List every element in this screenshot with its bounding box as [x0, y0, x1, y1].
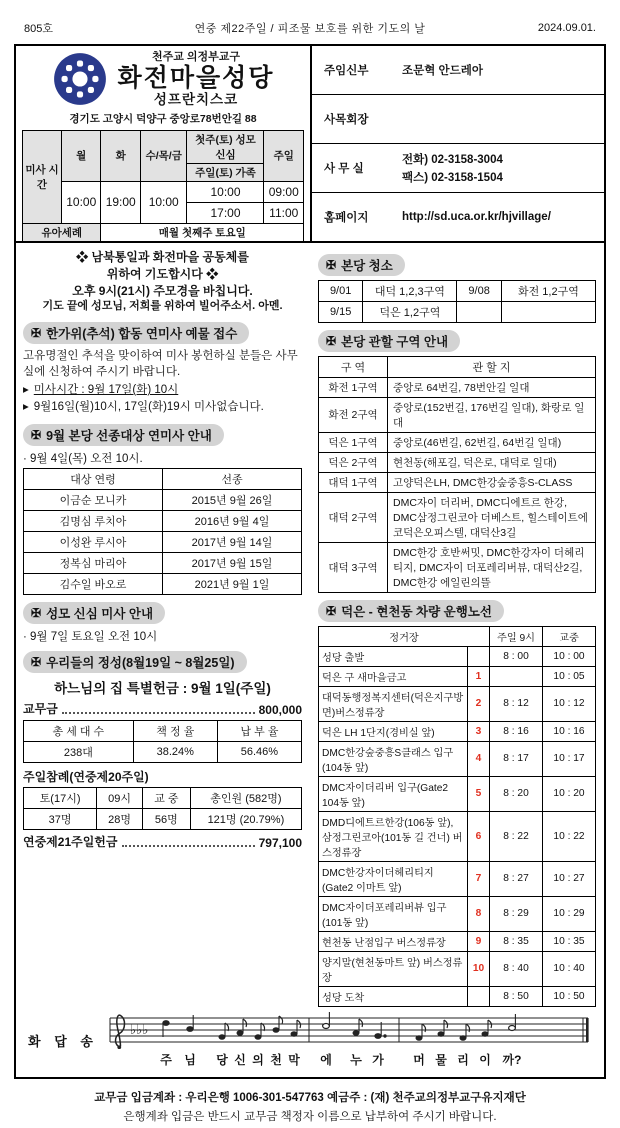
table-row: 9/01 대덕 1,2,3구역 9/08 화전 1,2구역: [319, 280, 596, 301]
table-row: 이성완 루시아 2017년 9월 14일: [24, 531, 302, 552]
mass-col-sat-family: 주일(토) 가족: [187, 163, 264, 181]
table-row: 화전 2구역 중앙로(152번길, 176번길 일대), 화랑로 일대: [319, 397, 596, 432]
office-fax: 팩스) 02-3158-1504: [402, 171, 503, 184]
bus-route-table: [318, 626, 596, 1007]
mass-time-table: [22, 130, 304, 242]
table-row: 덕은 2구역 현천동(해포길, 덕은로, 대덕로 일대): [319, 452, 596, 472]
svg-text:님: 님: [184, 1052, 196, 1067]
info-row-pastor: [312, 46, 604, 95]
homepage-label: 홈페이지: [324, 211, 369, 224]
section-districts-title: [318, 330, 460, 352]
mass-time-sat2: 17:00: [187, 202, 264, 223]
table-row: 김명심 루치아 2016년 9월 4일: [24, 510, 302, 531]
cleaning-table: [318, 280, 596, 323]
svg-text:의: 의: [252, 1052, 264, 1067]
table-header-row: 구 역 관 할 지: [319, 356, 596, 377]
special-offering-line: 하느님의 집 특별헌금 : 9월 1일(주일): [54, 680, 271, 696]
section-title-text: 본당 청소: [341, 258, 393, 273]
lastweek-label: 연중제21주일헌금: [23, 834, 118, 849]
psalm-lyrics: [160, 1052, 521, 1067]
lastweek-offering-row: [23, 833, 302, 850]
table-row: 양지말(현천동마트 앞) 버스정류장 10 8 : 40 10 : 40: [319, 951, 596, 986]
pastor-label: 주임신부: [324, 64, 369, 77]
svg-text:리: 리: [457, 1052, 469, 1067]
section-title-text: 본당 관할 구역 안내: [341, 334, 449, 349]
section-offering-title: [23, 651, 247, 673]
chuseok-bullet-2: ▸ 9월16일(월)10시, 17일(화)19시 미사없습니다.: [23, 399, 302, 416]
bank-account-line: 교무금 입금계좌 : 우리은행 1006-301-547763 예금주 : (재) 천주교의정부교구유지재단: [94, 1091, 526, 1104]
chuseok-bullet-1: ▸ 미사시간 : 9월 17일(화) 10시: [23, 382, 302, 399]
districts-table: [318, 356, 596, 593]
table-row: 김수일 바오로 2021년 9월 1일: [24, 573, 302, 594]
footer: [14, 1089, 606, 1128]
mass-time-tue: 19:00: [101, 181, 140, 223]
info-row-office: [312, 144, 604, 193]
cross-icon: ✠: [326, 603, 337, 618]
cross-icon: ✠: [326, 257, 337, 272]
table-row: 9/15 덕은 1,2구역: [319, 301, 596, 322]
bullet-icon: ▸: [23, 384, 29, 397]
dotted-leader: [62, 712, 255, 714]
table-row: DMC한강자이더헤리티지(Gate2 이마트 앞) 7 8 : 27 10 : 27: [319, 861, 596, 896]
table-row: DMC자이더포레리버뷰 입구(101동 앞) 8 8 : 29 10 : 29: [319, 896, 596, 931]
info-row-council: [312, 95, 604, 144]
table-row: 화전 1구역 중앙로 64번길, 78번안길 일대: [319, 377, 596, 397]
mass-col-tue: 화: [101, 130, 140, 181]
chuseok-body: 고유명절인 추석을 맞이하여 미사 봉헌하실 분들은 사무실에 신청하여 주시기 바랍니다.: [23, 349, 298, 379]
left-column: [16, 243, 310, 853]
mass-col-sunday: 주일: [264, 130, 304, 181]
table-row: 덕은 LH 1단지(경비실 앞) 3 8 : 16 10 : 16: [319, 721, 596, 741]
svg-text:막: 막: [288, 1052, 300, 1067]
attendance-title: 주일참례(연중제20주일): [23, 769, 149, 784]
prayer-block: [23, 249, 302, 315]
key-signature-flats: ♭♭♭: [130, 1021, 149, 1037]
gyomugeum-label: 교무금: [23, 701, 58, 716]
cross-icon: ✠: [31, 325, 42, 340]
table-row: 이금순 모니카 2015년 9월 26일: [24, 489, 302, 510]
table-row: DMC한강숲중흥S클래스 입구(104동 앞) 4 8 : 17 10 : 17: [319, 741, 596, 776]
prayer-line: 오후 9시(21시) 주모경을 바칩니다.: [72, 283, 253, 298]
section-title-text: 9월 본당 선종대상 연미사 안내: [46, 428, 212, 443]
table-header-row: 총 세 대 수 책 정 율 납 부 율: [24, 720, 302, 741]
svg-text:에: 에: [320, 1052, 332, 1067]
section-maria-title: [23, 602, 165, 624]
table-row: 정복심 마리아 2017년 9월 15일: [24, 552, 302, 573]
church-identity-block: [16, 46, 310, 241]
mass-col-sat-devotion: 첫주(토) 성모 신심: [187, 130, 264, 163]
mass-col-mon: 월: [62, 130, 101, 181]
bullet-icon: ▸: [23, 401, 29, 414]
svg-text:누: 누: [350, 1052, 362, 1067]
mass-time-weekday: 10:00: [140, 181, 187, 223]
patron-name: 성프란치스코: [153, 92, 239, 108]
table-row: 대덕 1구역 고양덕은LH, DMC한강숲중흥S-CLASS: [319, 472, 596, 492]
svg-text:가: 가: [372, 1052, 384, 1067]
gyomugeum-table: [23, 720, 302, 763]
table-row: 성당 출발 8 : 00 10 : 00: [319, 646, 596, 666]
table-row: 성당 도착 8 : 50 10 : 50: [319, 986, 596, 1006]
section-title-text: 성모 신심 미사 안내: [46, 606, 154, 621]
table-header-row: 대상 연령 선종: [24, 468, 302, 489]
gyomugeum-row: [23, 700, 302, 717]
svg-text:까?: 까?: [502, 1052, 522, 1067]
treble-clef-icon: [116, 1015, 125, 1048]
svg-text:천: 천: [270, 1052, 282, 1067]
final-barline: [586, 1018, 589, 1042]
funeral-table: [23, 468, 302, 595]
table-row: 37명 28명 56명 121명 (20.79%): [24, 808, 302, 829]
section-title-text: 한가위(추석) 합동 연미사 예물 접수: [46, 326, 238, 341]
section-funeral-title: [23, 424, 224, 446]
table-row: 238대 38.24% 56.46%: [24, 741, 302, 762]
section-chuseok-title: [23, 322, 249, 344]
baptism-value: 매월 첫째주 토요일: [101, 223, 304, 241]
church-logo-icon: [52, 51, 108, 107]
svg-text:신: 신: [234, 1052, 246, 1067]
cross-icon: ✠: [31, 427, 42, 442]
office-phone: 전화) 02-3158-3004: [402, 153, 503, 166]
table-row: 대덕동행정복지센터(덕은지구방면)버스정류장 2 8 : 12 10 : 12: [319, 686, 596, 721]
table-row: 덕은 1구역 중앙로(46번길, 62번길, 64번길 일대): [319, 432, 596, 452]
table-header-row: 정거장 주일 9시 교중: [319, 626, 596, 646]
section-cleaning-title: [318, 254, 405, 276]
main-box: [14, 44, 606, 1079]
section-title-text: 덕은 - 현천동 차량 운행노선: [341, 604, 492, 619]
meta-row: [14, 8, 606, 44]
right-column: [310, 243, 604, 1007]
mass-time-sun2: 11:00: [264, 202, 304, 223]
issue-date: 2024.09.01.: [537, 22, 596, 34]
lastweek-value: 797,100: [258, 835, 302, 850]
page-title: 연중 제22주일 / 피조물 보호를 위한 기도의 날: [194, 23, 426, 35]
mass-time-sun1: 09:00: [264, 181, 304, 202]
attendance-table: [23, 787, 302, 830]
svg-text:이: 이: [479, 1052, 491, 1067]
header: [16, 46, 604, 243]
music-staff: [104, 1010, 592, 1072]
prayer-line: ❖ 남북통일과 화전마을 공동체를: [76, 249, 249, 264]
maria-mass-line: · 9월 7일 토요일 오전 10시: [23, 630, 158, 643]
mass-time-mon: 10:00: [62, 181, 101, 223]
svg-text:주: 주: [160, 1052, 172, 1067]
table-row: 대덕 2구역 DMC자이 더리버, DMC디에트르 한강, DMC삼정그린코아 더베스트, 힐스테이트에코덕은오피스텔, 대덕산3길: [319, 492, 596, 542]
contact-info-block: [310, 46, 604, 241]
svg-text:물: 물: [435, 1052, 447, 1067]
psalm-block: [16, 1007, 604, 1077]
section-bus-title: [318, 600, 504, 622]
church-address: 경기도 고양시 덕양구 중앙로78번안길 88: [69, 112, 257, 125]
info-row-homepage: [312, 193, 604, 241]
dotted-leader: [122, 845, 255, 847]
bank-notice-line: 은행계좌 입금은 반드시 교무금 책정자 이름으로 납부하여 주시기 바랍니다.: [123, 1111, 497, 1124]
section-title-text: 우리들의 정성(8월19일 ~ 8월25일): [46, 655, 235, 670]
issue-number: 805호: [24, 23, 53, 35]
pastor-name: 조문혁 안드레아: [402, 64, 483, 77]
mass-time-sat1: 10:00: [187, 181, 264, 202]
church-name: 화전마을성당: [117, 63, 275, 92]
table-row: 대덕 3구역 DMC한강 호반써밋, DMC한강자이 더헤리티지, DMC자이 더포레리버뷰, 대덕산2길, DMC한강 에일린의뜰: [319, 542, 596, 592]
mass-row-label: 미사 시간: [23, 130, 62, 223]
baptism-label: 유아세례: [23, 223, 101, 241]
table-row: 현천동 난점입구 버스정류장 9 8 : 35 10 : 35: [319, 931, 596, 951]
funeral-date-line: · 9월 4일(목) 오전 10시.: [23, 452, 143, 465]
cross-icon: ✠: [31, 654, 42, 669]
office-label: 사 무 실: [324, 162, 364, 175]
content-columns: [16, 243, 604, 1007]
prayer-line: 기도 끝에 성모님, 저희를 위하여 빌어주소서. 아멘.: [42, 300, 283, 313]
homepage-url: http://sd.uca.or.kr/hjvillage/: [402, 210, 551, 223]
diocese-name: 천주교 의정부교구: [151, 51, 241, 63]
svg-text:당: 당: [216, 1052, 228, 1067]
table-row: 덕은 구 새마을금고 1 10 : 05: [319, 666, 596, 686]
table-row: DMC자이더리버 입구(Gate2 104동 앞) 5 8 : 20 10 : 20: [319, 776, 596, 811]
cross-icon: ✠: [326, 333, 337, 348]
table-row: DMD디에트르한강(106동 앞), 삼정그린코아(101동 길 건너) 버스정류장 6 8 : 22 10 : 22: [319, 811, 596, 861]
gyomugeum-value: 800,000: [258, 702, 302, 717]
svg-text:머: 머: [413, 1052, 425, 1067]
psalm-label: 화 답 송: [28, 1034, 98, 1050]
mass-col-weekday: 수/목/금: [140, 130, 187, 181]
table-header-row: 토(17시) 09시 교 중 총인원 (582명): [24, 787, 302, 808]
council-label: 사목회장: [324, 113, 369, 126]
cross-icon: ✠: [31, 605, 42, 620]
prayer-line: 위하여 기도합시다 ❖: [106, 266, 219, 281]
